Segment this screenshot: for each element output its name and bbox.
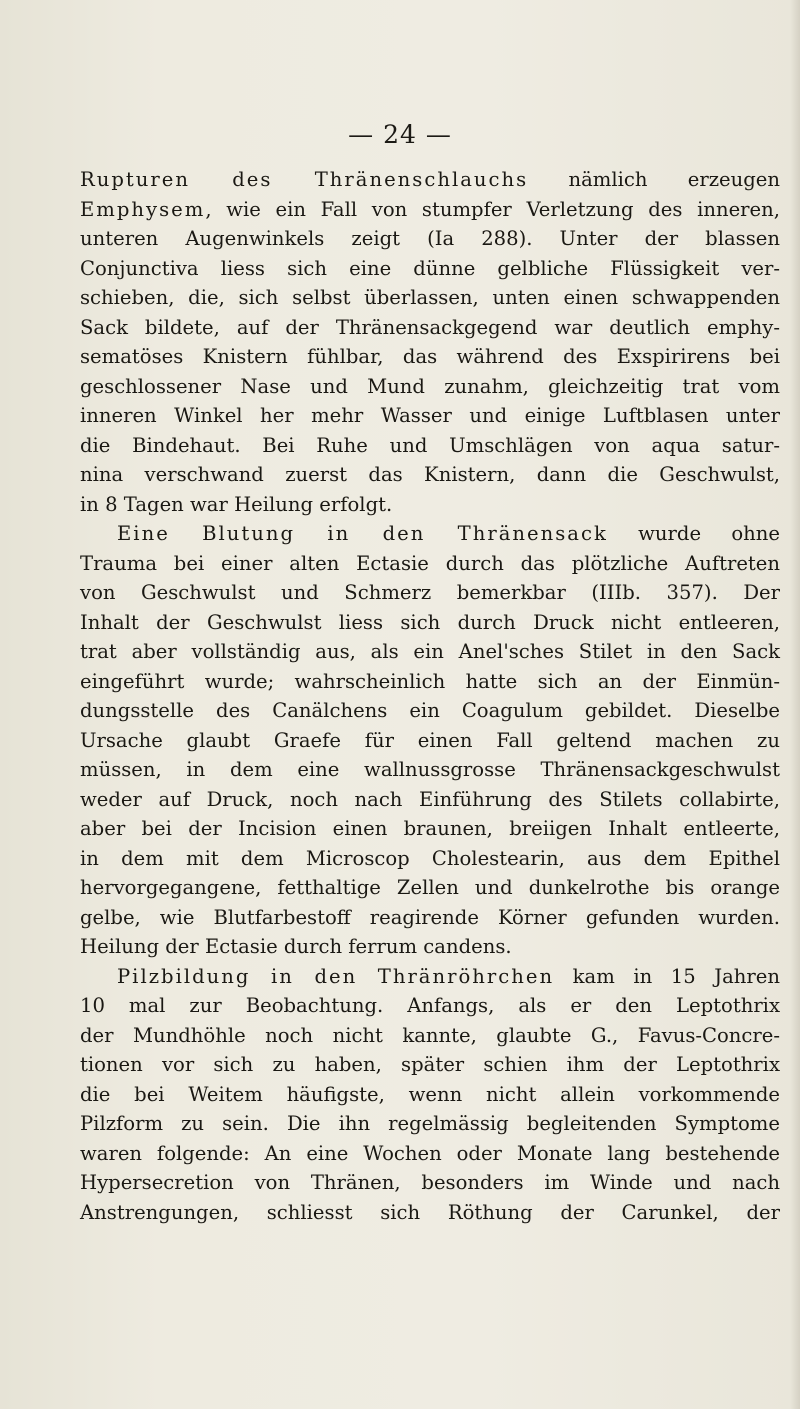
body-text <box>80 165 780 1227</box>
line-text: Inhalt der Geschwulst liess sich durch Druck nicht entleeren, <box>80 610 780 634</box>
text-line <box>80 608 780 638</box>
spaced-heading-text: Pilzbildung in den Thränröhrchen <box>117 964 555 988</box>
text-line <box>80 490 780 520</box>
text-line <box>80 637 780 667</box>
line-text: nämlich erzeugen <box>528 168 780 191</box>
text-line <box>80 1139 780 1169</box>
line-text: aber bei der Incision einen braunen, breiigen Inhalt entleerte, <box>80 817 780 840</box>
line-text: sematöses Knistern fühlbar, das während des Exspirirens bei <box>80 345 780 368</box>
line-text: , wie ein Fall von stumpfer Verletzung des inneren, <box>205 197 780 221</box>
text-line <box>80 903 780 933</box>
spaced-heading-text: Rupturen des Thränenschlauchs <box>80 168 529 191</box>
text-line <box>80 342 780 372</box>
line-text: schieben, die, sich selbst überlassen, unten einen schwappenden <box>80 286 780 309</box>
line-text: wurde ohne <box>607 522 781 545</box>
text-line <box>80 873 780 903</box>
line-text: der Mundhöhle noch nicht kannte, glaubte G., Favus-Concre- <box>80 1023 780 1047</box>
text-line <box>80 1050 780 1080</box>
line-text: Pilzform zu sein. Die ihn regelmässig begleitenden Symptome <box>80 1112 780 1135</box>
text-line <box>80 1168 780 1198</box>
line-text: die Bindehaut. Bei Ruhe und Umschlägen von aqua satur- <box>80 433 780 457</box>
line-text: dungsstelle des Canälchens ein Coagulum gebildet. Dieselbe <box>80 699 780 722</box>
line-text: Trauma bei einer alten Ectasie durch das plötzliche Auftreten <box>80 551 780 575</box>
page-edge-shadow <box>790 0 800 1409</box>
text-line <box>80 1021 780 1051</box>
paragraph <box>80 165 780 519</box>
line-text: gelbe, wie Blutfarbestoff reagirende Körner gefunden wurden. <box>80 905 780 929</box>
page-number: — 24 — <box>348 120 452 149</box>
text-line <box>80 578 780 608</box>
line-text: nina verschwand zuerst das Knistern, dann die Geschwulst, <box>80 463 780 486</box>
line-text: Sack bildete, auf der Thränensackgegend war deutlich emphy- <box>80 315 780 339</box>
text-line <box>80 814 780 844</box>
line-text: trat aber vollständig aus, als ein Anel'sches Stilet in den Sack <box>80 640 780 663</box>
spaced-heading-text: Emphysem <box>80 197 206 221</box>
text-line <box>80 1109 780 1139</box>
text-line <box>80 1080 780 1110</box>
paragraph <box>80 962 780 1228</box>
text-line <box>80 313 780 343</box>
line-text: in 8 Tagen war Heilung erfolgt. <box>80 492 393 516</box>
line-text: weder auf Druck, noch nach Einführung des Stilets collabirte, <box>80 787 780 811</box>
text-line <box>80 726 780 756</box>
text-line <box>80 372 780 402</box>
text-line <box>80 460 780 490</box>
line-text: hervorgegangene, fetthaltige Zellen und dunkelrothe bis orange <box>80 876 780 899</box>
text-line <box>80 549 780 579</box>
line-text: die bei Weitem häufigste, wenn nicht allein vorkommende <box>80 1082 780 1106</box>
line-text: Conjunctiva liess sich eine dünne gelbliche Flüssigkeit ver- <box>80 256 780 280</box>
line-text: inneren Winkel her mehr Wasser und einige Luftblasen unter <box>80 404 780 427</box>
line-text: in dem mit dem Microscop Cholestearin, aus dem Epithel <box>80 846 780 870</box>
line-text: müssen, in dem eine wallnussgrosse Thränensackgeschwulst <box>80 758 780 781</box>
text-line <box>80 254 780 284</box>
paragraph <box>80 519 780 962</box>
text-line <box>80 932 780 962</box>
line-text: tionen vor sich zu haben, später schien ihm der Leptothrix <box>80 1053 780 1076</box>
line-text: Heilung der Ectasie durch ferrum candens. <box>80 935 512 958</box>
text-line <box>80 667 780 697</box>
line-text: waren folgende: An eine Wochen oder Monate lang bestehende <box>80 1141 780 1165</box>
line-text: kam in 15 Jahren <box>554 964 780 988</box>
line-text: unteren Augenwinkels zeigt (Ia 288). Unter der blassen <box>80 227 780 250</box>
line-text: geschlossener Nase und Mund zunahm, gleichzeitig trat vom <box>80 374 780 398</box>
text-line <box>80 224 780 254</box>
text-line <box>80 962 780 992</box>
text-line <box>80 283 780 313</box>
text-line <box>80 696 780 726</box>
text-line <box>80 165 780 195</box>
text-line <box>80 195 780 225</box>
text-line <box>80 755 780 785</box>
line-text: Hypersecretion von Thränen, besonders im Winde und nach <box>80 1171 780 1194</box>
text-line <box>80 519 780 549</box>
line-text: 10 mal zur Beobachtung. Anfangs, als er den Leptothrix <box>80 994 780 1017</box>
spaced-heading-text: Eine Blutung in den Thränensack <box>117 522 608 545</box>
line-text: Anstrengungen, schliesst sich Röthung der Carunkel, der <box>80 1200 780 1224</box>
text-line <box>80 401 780 431</box>
text-line <box>80 991 780 1021</box>
line-text: Ursache glaubt Graefe für einen Fall geltend machen zu <box>80 728 780 752</box>
text-line <box>80 785 780 815</box>
text-line <box>80 1198 780 1228</box>
line-text: eingeführt wurde; wahrscheinlich hatte sich an der Einmün- <box>80 669 780 693</box>
text-line <box>80 431 780 461</box>
line-text: von Geschwulst und Schmerz bemerkbar (IIIb. 357). Der <box>80 581 780 604</box>
text-line <box>80 844 780 874</box>
